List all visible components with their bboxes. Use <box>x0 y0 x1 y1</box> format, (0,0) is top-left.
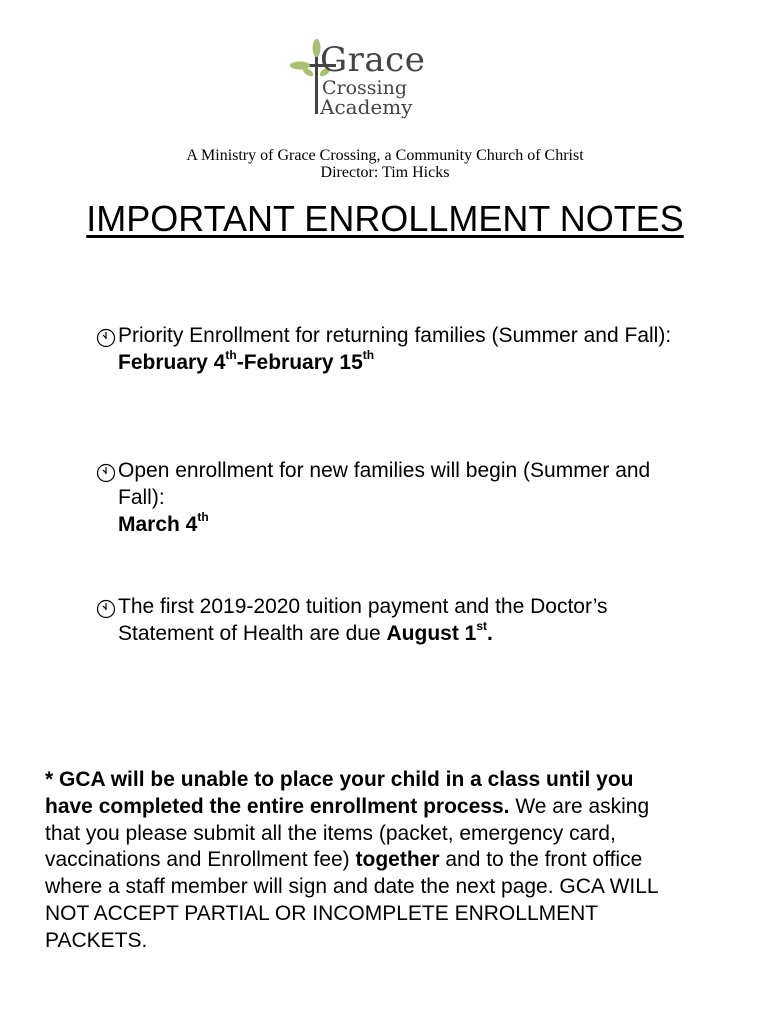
clock-icon <box>96 599 116 619</box>
director-line: Director: Tim Hicks <box>320 164 450 181</box>
notice-together: together <box>355 848 440 872</box>
notice-bold-2: have completed the entire enrollment process. <box>45 794 510 818</box>
note-text: Open enrollment for new families will begin (Summer and <box>118 459 651 482</box>
logo-text-academy: Academy <box>320 95 413 119</box>
logo-text-grace: Grace <box>320 40 426 80</box>
enrollment-notice <box>45 767 735 955</box>
note-item-open-enrollment <box>96 457 736 538</box>
notice-line-6: NOT ACCEPT PARTIAL OR INCOMPLETE ENROLLMENT <box>45 901 599 925</box>
note-text: The first 2019-2020 tuition payment and the Doctor’s <box>118 595 608 618</box>
date-start: February 4th-February 15th <box>118 348 375 374</box>
ministry-line: A Ministry of Grace Crossing, a Community Church of Christ <box>186 147 584 164</box>
open-enrollment-date: March 4th <box>118 510 209 536</box>
notice-line-3: that you please submit all the items (packet, emergency card, <box>45 821 616 845</box>
notice-bold-1: * GCA will be unable to place your child in a class until you <box>45 768 634 791</box>
note-text-cont: Statement of Health are due <box>118 622 387 645</box>
clock-icon <box>96 463 116 483</box>
notice-line-5: where a staff member will sign and date the next page. GCA WILL <box>45 875 659 899</box>
notice-line-4a: vaccinations and Enrollment fee) <box>45 848 356 872</box>
note-text: Priority Enrollment for returning families (Summer and Fall): <box>118 324 672 347</box>
notice-line-4c: and to the front office <box>439 848 643 872</box>
tuition-due-date: August 1st. <box>386 619 493 645</box>
notice-text-2: We are asking <box>509 794 650 818</box>
logo-text-crossing: Crossing <box>322 77 408 99</box>
note-text-cont: Fall): <box>118 486 165 509</box>
clock-icon <box>96 328 116 348</box>
academy-logo <box>282 38 452 122</box>
note-item-priority-enrollment <box>96 322 736 376</box>
notice-line-7: PACKETS. <box>45 928 148 952</box>
note-item-tuition-payment <box>96 593 736 647</box>
page-title: IMPORTANT ENROLLMENT NOTES <box>86 198 684 239</box>
